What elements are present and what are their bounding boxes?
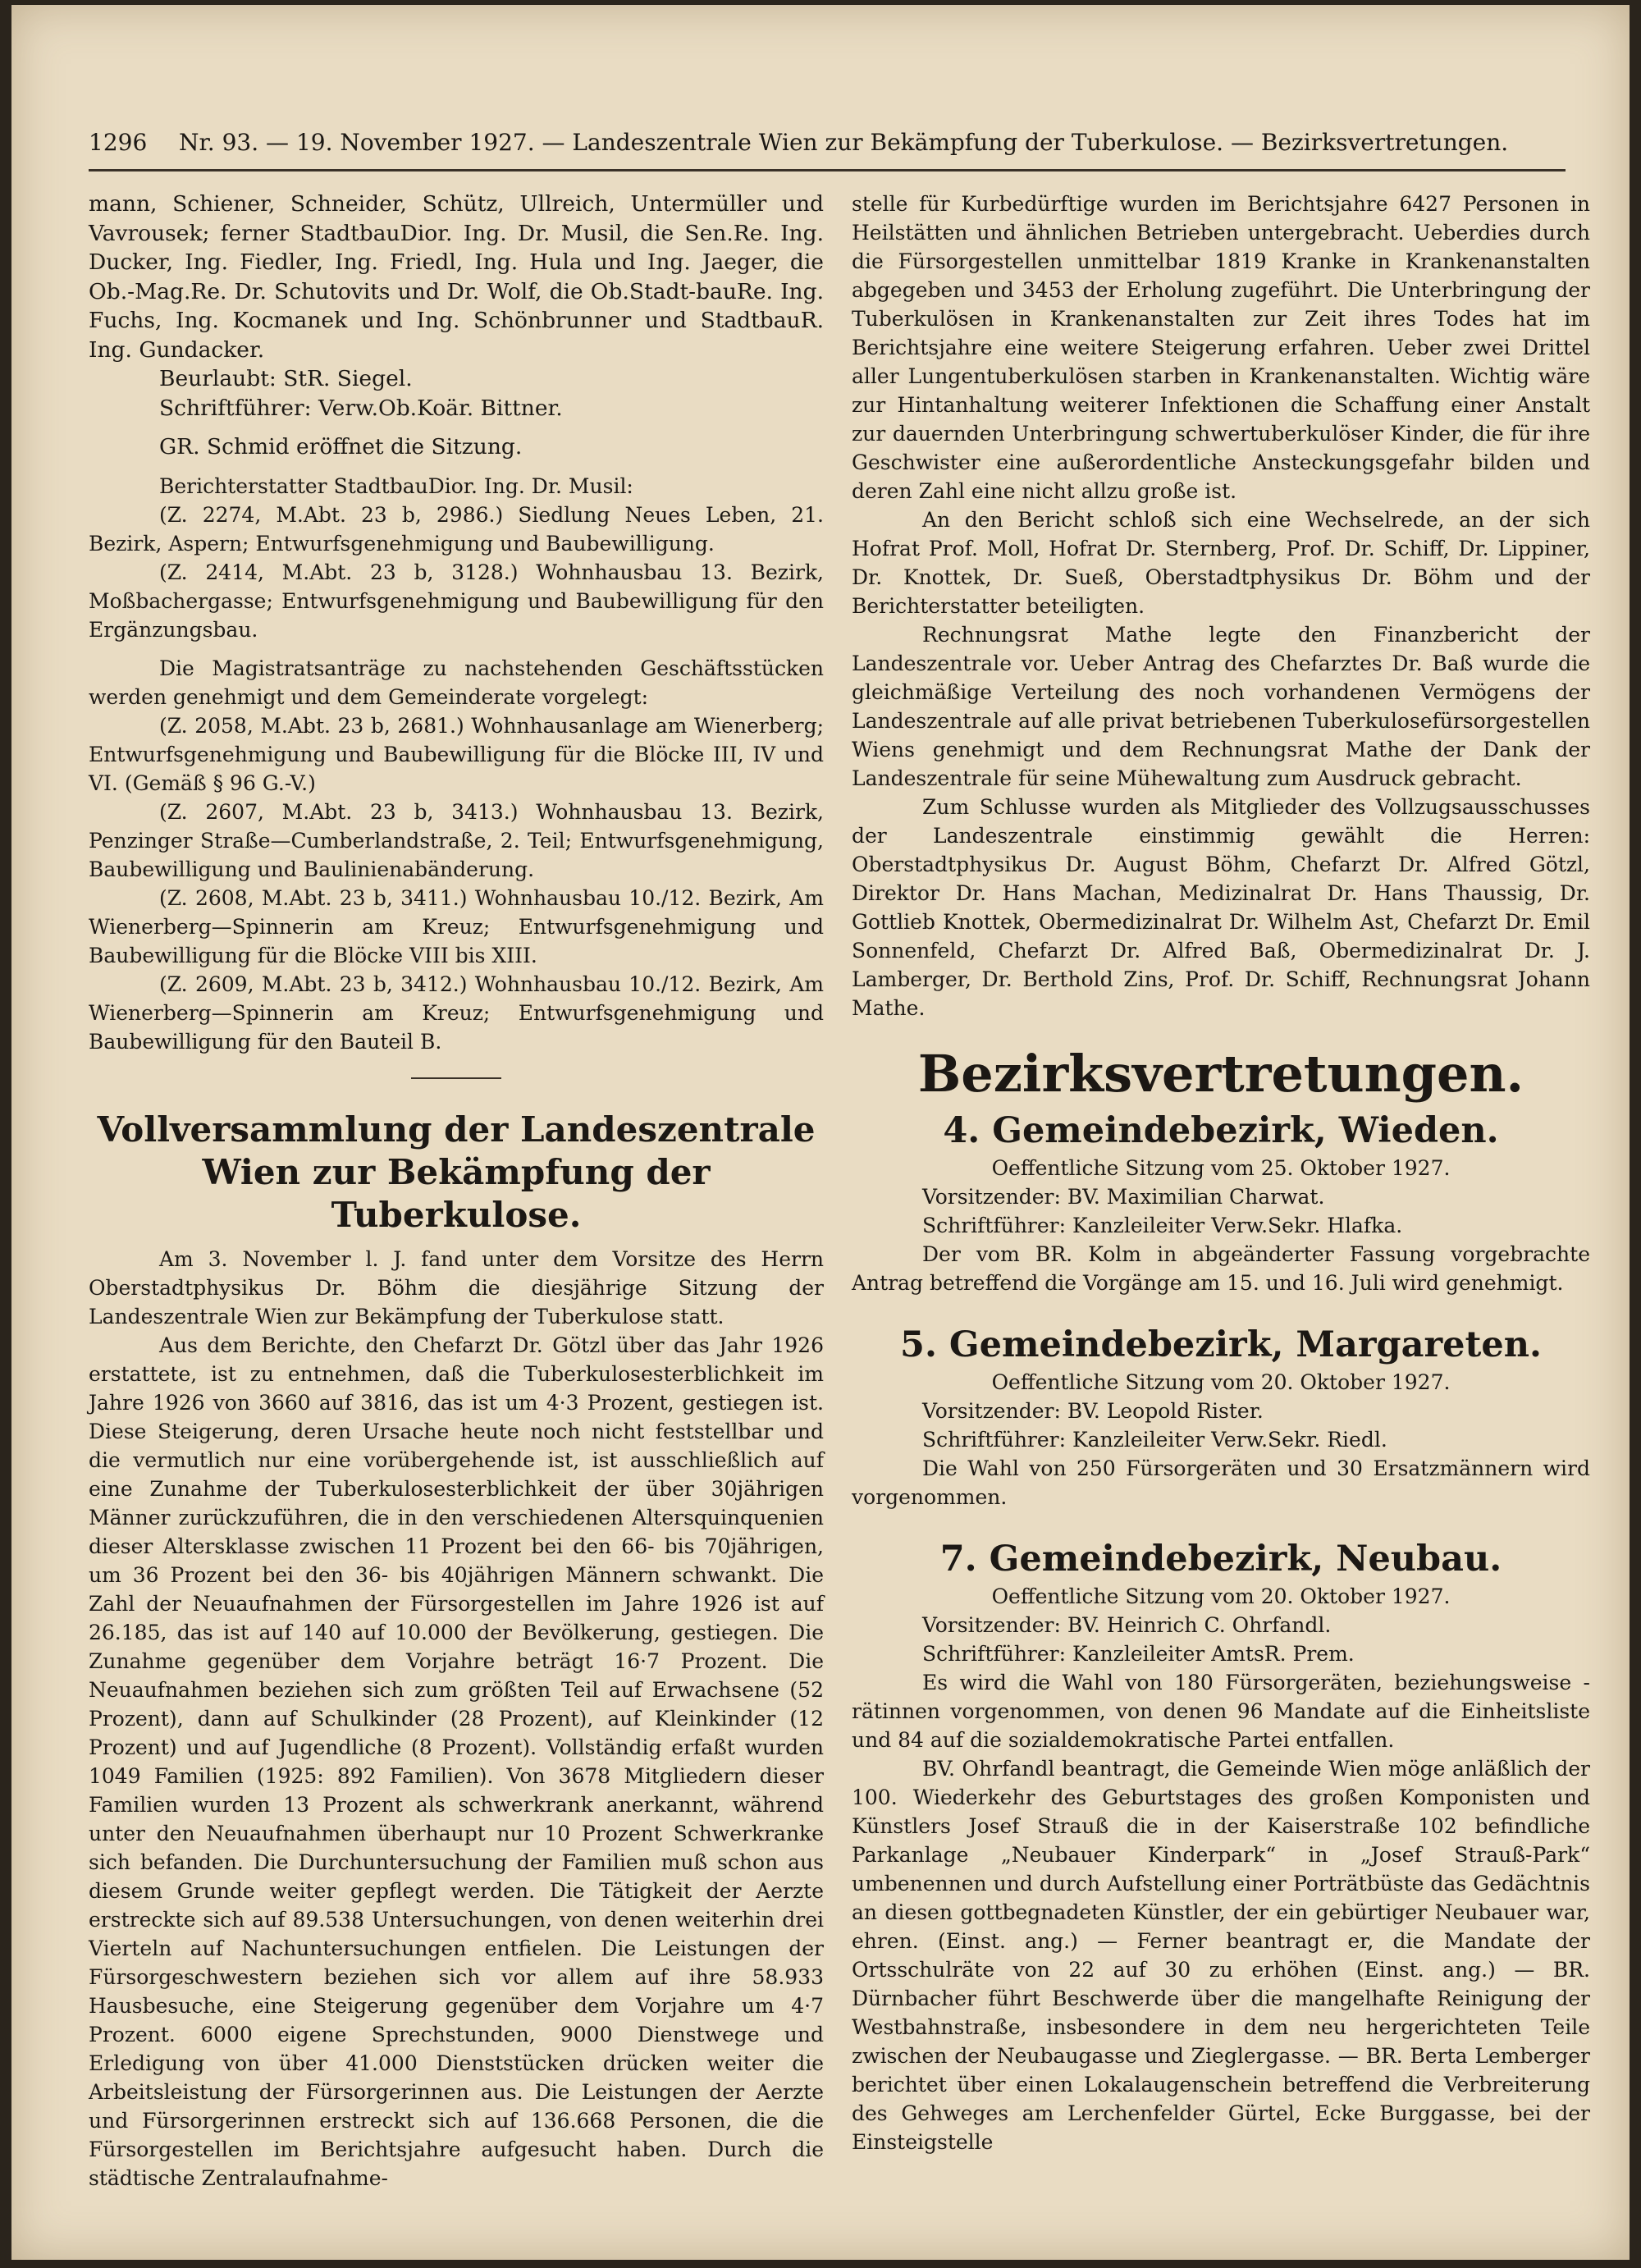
article-paragraph: Am 3. November l. J. fand unter dem Vorsitze des Herrn Oberstadtphysikus Dr. Böhm die diesjährige Sitzung der Landeszentrale Wien zur Bekämpfung der Tuberkulose statt. xyxy=(89,1246,824,1328)
right-column xyxy=(852,190,1590,2156)
schriftfuehrer-line: Schriftführer: Verw.Ob.Koär. Bittner. xyxy=(159,395,563,421)
district-heading: 7. Gemeindebezirk, Neubau. xyxy=(939,1539,1502,1580)
district-heading: 5. Gemeindebezirk, Margareten. xyxy=(900,1324,1542,1365)
agenda-item: (Z. 2274, M.Abt. 23 b, 2986.) Siedlung Neues Leben, 21. Bezirk, Aspern; Entwurfsgenehmigung und Baubewilligung. xyxy=(89,502,824,556)
section-separator xyxy=(411,1077,501,1079)
agenda-item: (Z. 2414, M.Abt. 23 b, 3128.) Wohnhausbau 13. Bezirk, Moßbachergasse; Entwurfsgenehmigung und Baubewilligung für den Ergänzungsbau. xyxy=(89,560,824,642)
agenda-item: (Z. 2058, M.Abt. 23 b, 2681.) Wohnhausanlage am Wienerberg; Entwurfsgenehmigung und Baubewilligung für die Blöcke III, IV und VI. (Gemäß § 96 G.-V.) xyxy=(89,713,824,795)
session-line: Oeffentliche Sitzung vom 20. Oktober 1927. xyxy=(991,1370,1451,1394)
secretary-line: Schriftführer: Kanzleileiter Verw.Sekr. Hlafka. xyxy=(922,1214,1403,1237)
article-paragraph: Aus dem Berichte, den Chefarzt Dr. Götzl über das Jahr 1926 erstattete, ist zu entnehmen, daß die Tuberkulosesterblichkeit im Jahre 1926 von 3660 auf 3816, das ist um 4·3 Prozent, gestiegen ist. Diese Steigerung, deren Ursache heute noch nicht feststellbar und die vermutlich nur eine vorübergehende ist, ist ausschließlich auf eine Zunahme der Tuberkulosesterblichkeit der über 30jährigen Männer zurückzuführen, die in den verschiedenen Altersquinquenien dieser Altersklasse zwischen 11 Prozent bei den 66- bis 70jährigen, um 36 Prozent bei den 36- bis 40jährigen Männern schwankt. Die Zahl der Neuaufnahmen der Fürsorgestellen im Jahre 1926 ist auf 26.185, das ist auf 140 auf 10.000 der Bevölkerung, gestiegen. Die Zunahme gegenüber dem Vorjahre beträgt 16·7 Prozent. Die Neuaufnahmen beziehen sich zum größten Teil auf Erwachsene (52 Prozent), dann auf Schulkinder (28 Prozent), auf Kleinkinder (12 Prozent) und auf Jugendliche (8 Prozent). Vollständig erfaßt wurden 1049 Familien (1925: 892 Familien). Von 3678 Mitgliedern dieser Familien wurden 13 Prozent als schwerkrank anerkannt, während unter den Neuaufnahmen überhaupt nur 10 Prozent Schwerkranke sich befanden. Die Durchuntersuchung der Familien muß schon aus diesem Grunde weiter gepflegt werden. Die Tätigkeit der Aerzte erstreckte sich auf 89.538 Untersuchungen, von denen weiterhin drei Vierteln auf Nachuntersuchungen entfielen. Die Leistungen der Fürsorgeschwestern beziehen sich vor allem auf ihre 58.933 Hausbesuche, eine Steigerung gegenüber dem Vorjahre um 4·7 Prozent. 6000 eigene Sprechstunden, 9000 Dienstwege und Erledigung von über 41.000 Dienststücken drücken weiter die Arbeitsleistung der Fürsorgerinnen aus. Die Leistungen der Aerzte und Fürsorgerinnen erstreckt sich auf 136.668 Personen, die die Fürsorgestellen im Berichtsjahre aufgesucht haben. Durch die städtische Zentralaufnahme- xyxy=(89,1333,824,2190)
header-rule xyxy=(89,169,1566,171)
chair-line: Vorsitzender: BV. Maximilian Charwat. xyxy=(922,1185,1325,1209)
chair-line: Vorsitzender: BV. Heinrich C. Ohrfandl. xyxy=(922,1613,1332,1637)
district-heading: 4. Gemeindebezirk, Wieden. xyxy=(943,1110,1499,1151)
article-paragraph: An den Bericht schloß sich eine Wechselrede, an der sich Hofrat Prof. Moll, Hofrat Dr. Sternberg, Prof. Dr. Schiff, Dr. Lippiner, Dr. Knottek, Dr. Sueß, Oberstadtphysikus Dr. Böhm und der Berichterstatter beteiligten. xyxy=(852,508,1590,618)
magistrat-intro: Die Magistratsanträge zu nachstehenden Geschäftsstücken werden genehmigt und dem Gemeinderate vorgelegt: xyxy=(89,656,824,709)
chair-line: Vorsitzender: BV. Leopold Rister. xyxy=(922,1399,1264,1423)
secretary-line: Schriftführer: Kanzleileiter AmtsR. Prem. xyxy=(922,1642,1355,1666)
section-heading: Vollversammlung der Landeszentrale Wien zur Bekämpfung der Tuberkulose. xyxy=(97,1109,816,1235)
running-title: Nr. 93. — 19. November 1927. — Landeszentrale Wien zur Bekämpfung der Tuberkulose. — Bezirksvertretungen. xyxy=(179,129,1509,156)
district-text: Der vom BR. Kolm in abgeänderter Fassung vorgebrachte Antrag betreffend die Vorgänge am 15. und 16. Juli wird genehmigt. xyxy=(852,1242,1590,1295)
district-text: Die Wahl von 250 Fürsorgeräten und 30 Ersatzmännern wird vorgenommen. xyxy=(852,1456,1590,1509)
agenda-item: (Z. 2608, M.Abt. 23 b, 3411.) Wohnhausbau 10./12. Bezirk, Am Wienerberg—Spinnerin am Kreuz; Entwurfsgenehmigung und Baubewilligung für die Blöcke VIII bis XIII. xyxy=(89,885,824,967)
left-column xyxy=(89,190,824,2193)
agenda-item: (Z. 2607, M.Abt. 23 b, 3413.) Wohnhausbau 13. Bezirk, Penzinger Straße—Cumberlandstraße, 2. Teil; Entwurfsgenehmigung, Baubewilligung und Baulinienabänderung. xyxy=(89,799,824,881)
main-heading: Bezirksvertretungen. xyxy=(917,1044,1524,1104)
newspaper-page xyxy=(11,5,1630,2260)
running-header xyxy=(89,128,1509,158)
rapporteur-line: Berichterstatter StadtbauDior. Ing. Dr. Musil: xyxy=(159,473,633,498)
agenda-item: (Z. 2609, M.Abt. 23 b, 3412.) Wohnhausbau 10./12. Bezirk, Am Wienerberg—Spinnerin am Kreuz; Entwurfsgenehmigung und Baubewilligung für den Bauteil B. xyxy=(89,972,824,1054)
session-line: Oeffentliche Sitzung vom 25. Oktober 1927. xyxy=(991,1156,1451,1180)
article-paragraph: Zum Schlusse wurden als Mitglieder des Vollzugsausschusses der Landeszentrale einstimmig gewählt die Herren: Oberstadtphysikus Dr. August Böhm, Chefarzt Dr. Alfred Götzl, Direktor Dr. Hans Machan, Medizinalrat Dr. Hans Thaussig, Dr. Gottlieb Knottek, Obermedizinalrat Dr. Wilhelm Ast, Chefarzt Dr. Emil Sonnenfeld, Chefarzt Dr. Alfred Baß, Obermedizinalrat Dr. J. Lamberger, Dr. Berthold Zins, Prof. Dr. Schiff, Rechnungsrat Johann Mathe. xyxy=(852,795,1590,1020)
members-continuation: mann, Schiener, Schneider, Schütz, Ullreich, Untermüller und Vavrousek; ferner StadtbauDior. Ing. Dr. Musil, die Sen.Re. Ing. Ducker, Ing. Fiedler, Ing. Friedl, Ing. Hula und Ing. Jaeger, die Ob.-Mag.Re. Dr. Schutovits und Dr. Wolf, die Ob.Stadt-bauRe. Ing. Fuchs, Ing. Kocmanek und Ing. Schönbrunner und StadtbauR. Ing. Gundacker. xyxy=(89,191,824,363)
article-paragraph: Rechnungsrat Mathe legte den Finanzbericht der Landeszentrale vor. Ueber Antrag des Chefarztes Dr. Baß wurde die gleichmäßige Verteilung des noch vorhandenen Vermögens der Landeszentrale auf alle privat betriebenen Tuberkulosefürsorgestellen Wiens genehmigt und dem Rechnungsrat Mathe der Dank der Landeszentrale für seine Mühewaltung zum Ausdruck gebracht. xyxy=(852,623,1590,790)
session-line: Oeffentliche Sitzung vom 20. Oktober 1927. xyxy=(991,1584,1451,1608)
district-text: Es wird die Wahl von 180 Fürsorgeräten, beziehungsweise -rätinnen vorgenommen, von denen 96 Mandate auf die Einheitsliste und 84 auf die sozialdemokratische Partei entfallen. xyxy=(852,1671,1590,1752)
article-continuation: stelle für Kurbedürftige wurden im Berichtsjahre 6427 Personen in Heilstätten und ähnlichen Betrieben untergebracht. Ueberdies durch die Fürsorgestellen unmittelbar 1819 Kranke in Krankenanstalten abgegeben und 3453 der Erholung zugeführt. Die Unterbringung der Tuberkulösen in Krankenanstalten zur Zeit ihres Todes hat im Berichtsjahre eine weitere Steigerung erfahren. Ueber zwei Drittel aller Lungentuberkulösen starben in Krankenanstalten. Wichtig wäre zur Hintanhaltung weiterer Infektionen die Schaffung einer Anstalt zur dauernden Unterbringung schwertuberkulöser Kinder, die für ihre Geschwister eine außerordentliche Ansteckungsgefahr bilden und deren Zahl eine nicht allzu große ist. xyxy=(852,192,1590,503)
secretary-line: Schriftführer: Kanzleileiter Verw.Sekr. Riedl. xyxy=(922,1428,1387,1452)
district-text: BV. Ohrfandl beantragt, die Gemeinde Wien möge anläßlich der 100. Wiederkehr des Geburtstages des großen Komponisten und Künstlers Josef Strauß die in der Kaiserstraße 102 befindliche Parkanlage „Neubauer Kinderpark“ in „Josef Strauß-Park“ umbenennen und durch Aufstellung einer Porträtbüste das Gedächtnis an diesen gottbegnadeten Künstler, der ein gebürtiger Neubauer war, ehren. (Einst. ang.) — Ferner beantragt er, die Mandate der Ortsschulräte von 22 auf 30 zu erhöhen (Einst. ang.) — BR. Dürnbacher führt Beschwerde über die mangelhafte Reinigung der Westbahnstraße, insbesondere in dem neu hergerichteten Teile zwischen der Neubaugasse und Zieglergasse. — BR. Berta Lemberger berichtet über einen Lokalaugenschein betreffend die Verbreiterung des Gehweges am Lerchenfelder Gürtel, Ecke Burggasse, bei der Einsteigstelle xyxy=(852,1757,1590,2154)
beurlaubt-line: Beurlaubt: StR. Siegel. xyxy=(159,366,413,391)
opening-line: GR. Schmid eröffnet die Sitzung. xyxy=(159,434,523,460)
page-number: 1296 xyxy=(89,129,148,156)
